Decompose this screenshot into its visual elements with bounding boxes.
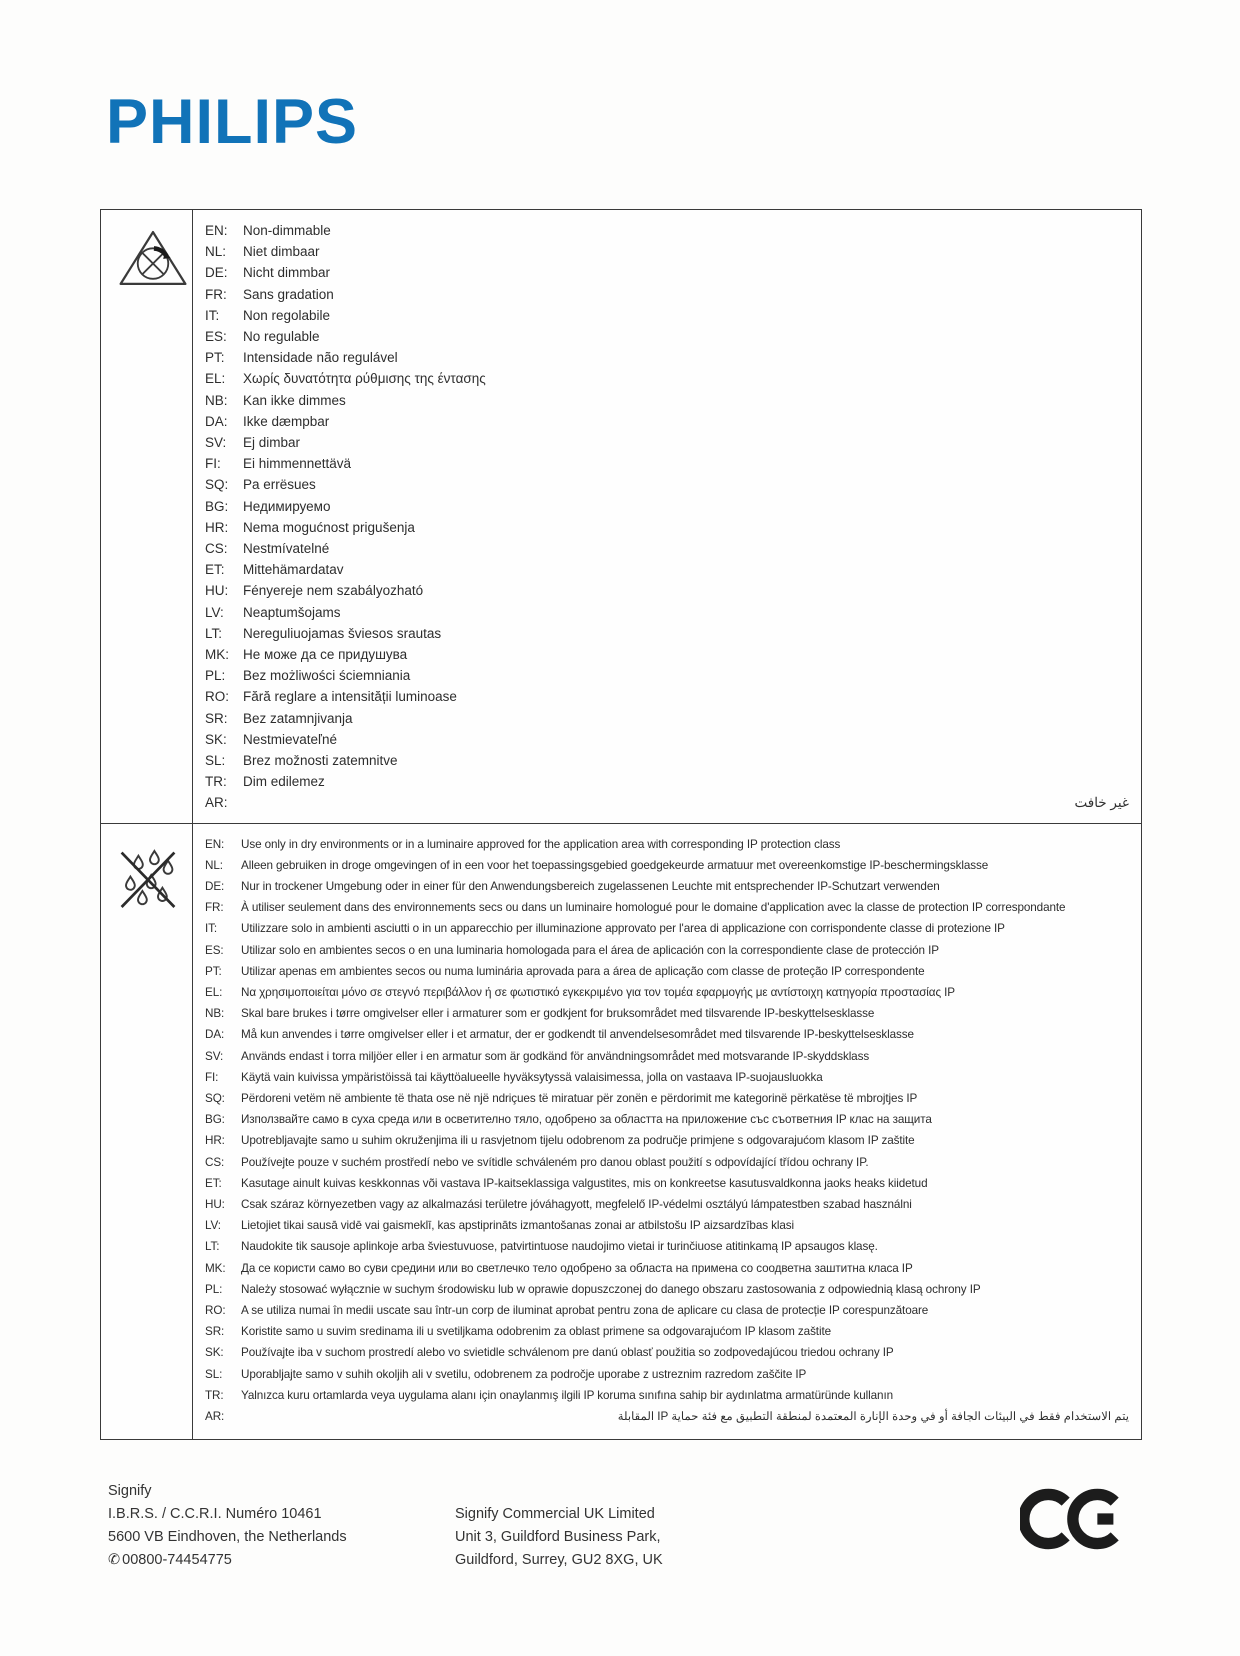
lang-row [205, 961, 1129, 982]
lang-row [205, 1046, 1129, 1067]
lang-row [205, 538, 1129, 559]
translation-text: Naudokite tik sausoje aplinkoje arba šviestuvuose, patvirtintuose naudojimo vietai ir turinčiuose atitinkamą IP apsaugos klasę. [241, 1240, 878, 1254]
language-code: SV: [205, 1049, 224, 1063]
non-dimmable-icon [116, 226, 190, 290]
language-code: ET: [205, 1176, 222, 1190]
language-code: IT: [205, 307, 220, 323]
lang-row [205, 1342, 1129, 1363]
translation-text: Pa errësues [243, 477, 316, 493]
translation-text: Ej dimbar [243, 435, 301, 451]
lang-row [205, 1364, 1129, 1385]
translation-text: Brez možnosti zatemnitve [243, 753, 398, 769]
translation-text: Käytä vain kuivissa ympäristöissä tai käyttöalueelle hyväksytyssä valaisimessa, jolla on vastaava IP-suojausluokka [241, 1070, 823, 1084]
language-code: MK: [205, 1261, 226, 1275]
translation-list-non-dimmable [193, 210, 1141, 823]
language-code: IT: [205, 922, 218, 936]
translation-text: Nur in trockener Umgebung oder in einer für den Anwendungsbereich zugelassenen Leuchte mit entsprechender IP-Schutzart verwenden [241, 879, 940, 893]
lang-row [205, 1003, 1129, 1024]
address-line: Guildford, Surrey, GU2 8XG, UK [455, 1552, 663, 1568]
language-code: SQ: [205, 477, 229, 493]
translation-text: A se utiliza numai în medii uscate sau într-un corp de iluminat aprobat pentru zona de aplicare cu clasa de protecție IP corespunzătoare [241, 1303, 929, 1317]
translation-text: Neaptumšojams [243, 604, 341, 620]
translation-text: Należy stosować wyłącznie w suchym środowisku lub w oprawie dopuszczonej do danego obszaru zastosowania z odpowiednią klasą ochrony IP [241, 1282, 981, 1296]
lang-row [205, 284, 1129, 305]
lang-row [205, 305, 1129, 326]
lang-row [205, 496, 1129, 517]
address-line: I.B.R.S. / C.C.R.I. Numéro 10461 [108, 1506, 322, 1522]
section-dry-use-only [101, 823, 1141, 1439]
translation-text: Fényereje nem szabályozható [243, 583, 424, 599]
language-code: EL: [205, 371, 226, 387]
company-name: Signify [108, 1483, 152, 1499]
translation-text: Да се користи само во суви средини или во светлечко тело одобрено за областа на примена со соодветна заштитна класа IP [241, 1261, 913, 1275]
language-code: LT: [205, 625, 223, 641]
translation-text: No regulable [243, 329, 320, 345]
lang-row [205, 474, 1129, 495]
translation-list-dry-use [193, 824, 1141, 1439]
lang-row [205, 580, 1129, 601]
uk-address-block [455, 1503, 663, 1572]
language-code: EN: [205, 837, 225, 851]
translation-text: Përdoreni vetëm në ambiente të thata ose në një ndriçues të miratuar për zonën e përdorimit me kategorinë përkatëse të mbrojtjes IP [241, 1091, 918, 1105]
translation-text: Sans gradation [243, 286, 334, 302]
lang-row [205, 390, 1129, 411]
language-code: DE: [205, 265, 228, 281]
language-code: FR: [205, 286, 227, 302]
language-code: LT: [205, 1240, 220, 1254]
keep-dry-icon [116, 846, 180, 912]
translation-text: Niet dimbaar [243, 244, 320, 260]
translation-text: Används endast i torra miljöer eller i en armatur som är godkänd för användningsområdet med motsvarande IP-skyddsklass [241, 1049, 870, 1063]
translation-text: À utiliser seulement dans des environnements secs ou dans un luminaire homologué pour le domaine d'application avec la classe de protection IP correspondante [241, 901, 1066, 915]
translation-text: غير خافت [1074, 795, 1129, 811]
language-code: EL: [205, 985, 223, 999]
language-code: AR: [205, 795, 228, 811]
translation-text: Недимируемо [243, 498, 331, 514]
lang-row [205, 1067, 1129, 1088]
translation-text: Utilizar solo en ambientes secos o en una luminaria homologada para el área de aplicación con la correspondiente clase de protección IP [241, 943, 939, 957]
lang-row [205, 729, 1129, 750]
language-code: DA: [205, 1028, 225, 1042]
translation-text: Non regolabile [243, 307, 331, 323]
language-code: RO: [205, 689, 230, 705]
translation-text: Používejte pouze v suchém prostředí nebo ve svítidle schváleném pro danou oblast použití s odpovídající třídou ochrany IP. [241, 1155, 869, 1169]
language-code: CS: [205, 1155, 225, 1169]
translation-text: Nicht dimmbar [243, 265, 331, 281]
translation-text: Yalnızca kuru ortamlarda veya uygulama alanı için onaylanmış ilgili IP koruma sınıfına sahip bir aydınlatma armatüründe kullanın [241, 1388, 893, 1402]
translation-text: Dim edilemez [243, 774, 325, 790]
lang-row [205, 623, 1129, 644]
lang-row [205, 1406, 1129, 1427]
translation-text: Nema mogućnost prigušenja [243, 519, 415, 535]
language-code: PL: [205, 1282, 223, 1296]
lang-row [205, 771, 1129, 792]
language-code: PT: [205, 350, 225, 366]
translation-text: Ei himmennettävä [243, 456, 352, 472]
lang-row [205, 1385, 1129, 1406]
lang-row [205, 453, 1129, 474]
language-code: NB: [205, 1007, 225, 1021]
lang-row [205, 326, 1129, 347]
section-non-dimmable [101, 210, 1141, 823]
language-code: CS: [205, 541, 228, 557]
lang-row [205, 897, 1129, 918]
language-code: NL: [205, 858, 223, 872]
lang-row [205, 517, 1129, 538]
lang-row [205, 982, 1129, 1003]
lang-row [205, 918, 1129, 939]
translation-text: Не може да се придушува [243, 647, 408, 663]
lang-row [205, 559, 1129, 580]
translation-text: Χωρίς δυνατότητα ρύθμισης της έντασης [243, 371, 486, 387]
translation-text: Mittehämardatav [243, 562, 344, 578]
translation-text: Skal bare brukes i tørre omgivelser eller i armaturer som er godkjent for bruksområdet med tilsvarende IP-beskyttelsesklasse [241, 1007, 875, 1021]
language-code: SL: [205, 753, 226, 769]
language-code: FI: [205, 1070, 219, 1084]
lang-row [205, 1194, 1129, 1215]
lang-row [205, 241, 1129, 262]
address-line: Signify Commercial UK Limited [455, 1506, 655, 1522]
language-code: SR: [205, 1325, 225, 1339]
translation-text: Lietojiet tikai sausā vidē vai gaismeklī, kas apstiprināts izmantošanas zonai ar atbilstošu IP aizsardzības klasi [241, 1219, 795, 1233]
lang-row [205, 1279, 1129, 1300]
language-code: FR: [205, 901, 224, 915]
language-code: SL: [205, 1367, 223, 1381]
language-code: SR: [205, 710, 228, 726]
lang-row [205, 792, 1129, 813]
address-line: Unit 3, Guildford Business Park, [455, 1529, 661, 1545]
translation-text: Nestmívatelné [243, 541, 330, 557]
lang-row [205, 1024, 1129, 1045]
phone-line [108, 1549, 347, 1572]
lang-row [205, 368, 1129, 389]
address-line: 5600 VB Eindhoven, the Netherlands [108, 1529, 347, 1545]
translation-text: Use only in dry environments or in a luminaire approved for the application area with corresponding IP protection class [241, 837, 841, 851]
lang-row [205, 602, 1129, 623]
language-code: DA: [205, 413, 228, 429]
lang-row [205, 1152, 1129, 1173]
language-code: TR: [205, 774, 227, 790]
translation-text: Uporabljajte samo v suhih okoljih ali v svetilu, odobrenem za področje uporabe z ustreznim razredom zaščite IP [241, 1367, 807, 1381]
lang-row [205, 347, 1129, 368]
language-code: HR: [205, 1134, 225, 1148]
signify-address-block [108, 1480, 347, 1572]
language-code: DE: [205, 879, 225, 893]
lang-row [205, 1215, 1129, 1236]
language-code: SQ: [205, 1091, 225, 1105]
lang-row [205, 686, 1129, 707]
ce-mark-icon [1020, 1484, 1120, 1554]
translation-text: Utilizzare solo in ambienti asciutti o in un apparecchio per illuminazione approvato per l'area di applicazione con corrispondente classe di protezione IP [241, 922, 1005, 936]
translation-text: Upotrebljavajte samo u suhim okruženjima ili u rasvjetnom tijelu odobrenom za područje primjene s odgovarajućom klasom IP zaštite [241, 1134, 915, 1148]
language-code: NL: [205, 244, 227, 260]
translation-text: Kasutage ainult kuivas keskkonnas või vastava IP-kaitseklassiga valgustites, mis on konkreetse kasutusvaldkonna jaoks heaks kiidetud [241, 1176, 928, 1190]
translation-text: Koristite samo u suvim sredinama ili u svetiljkama odobrenim za oblast primene sa odgovarajućom IP klasom zaštite [241, 1325, 832, 1339]
lang-row [205, 750, 1129, 771]
language-code: PT: [205, 964, 222, 978]
language-code: SK: [205, 1346, 224, 1360]
translation-text: Nereguliuojamas šviesos srautas [243, 625, 442, 641]
lang-row [205, 1109, 1129, 1130]
language-code: ES: [205, 329, 227, 345]
lang-row [205, 1130, 1129, 1151]
lang-row [205, 708, 1129, 729]
language-code: HR: [205, 519, 229, 535]
language-code: HU: [205, 583, 229, 599]
icon-cell [101, 824, 193, 1439]
translation-text: Fără reglare a intensității luminoase [243, 689, 457, 705]
language-code: RO: [205, 1303, 226, 1317]
translation-text: Bez zatamnjivanja [243, 710, 353, 726]
lang-row [205, 1258, 1129, 1279]
translation-text: Používajte iba v suchom prostredí alebo vo svietidle schválenom pre danú oblasť použitia so zodpovedajúcou triedou ochrany IP [241, 1346, 894, 1360]
language-code: ET: [205, 562, 225, 578]
translation-text: Må kun anvendes i tørre omgivelser eller i et armatur, der er godkendt til anvendelsesområdet med tilsvarende IP-beskyttelsesklasse [241, 1028, 914, 1042]
lang-row [205, 1236, 1129, 1257]
lang-row [205, 644, 1129, 665]
lang-row [205, 834, 1129, 855]
lang-row [205, 665, 1129, 686]
language-code: MK: [205, 647, 230, 663]
lang-row [205, 1321, 1129, 1342]
lang-row [205, 1300, 1129, 1321]
language-code: LV: [205, 604, 224, 620]
language-code: TR: [205, 1388, 224, 1402]
lang-row [205, 220, 1129, 241]
icon-cell [101, 210, 193, 823]
lang-row [205, 262, 1129, 283]
lang-row [205, 940, 1129, 961]
language-code: HU: [205, 1197, 225, 1211]
translation-text: Non-dimmable [243, 223, 331, 238]
lang-row [205, 432, 1129, 453]
translation-text: Utilizar apenas em ambientes secos ou numa luminária aprovada para a área de aplicação com classe de proteção IP correspondente [241, 964, 925, 978]
translation-text: Alleen gebruiken in droge omgevingen of in een voor het toepassingsgebied goedgekeurde armatuur met overeenkomstige IP-beschermingsklasse [241, 858, 989, 872]
translation-text: Intensidade não regulável [243, 350, 398, 366]
language-code: LV: [205, 1219, 221, 1233]
language-code: SK: [205, 731, 227, 747]
language-code: AR: [205, 1409, 225, 1423]
translation-text: Kan ikke dimmes [243, 392, 346, 408]
language-code: SV: [205, 435, 227, 451]
language-code: BG: [205, 498, 229, 514]
language-code: BG: [205, 1113, 225, 1127]
phone-number: 00800-74454775 [122, 1552, 232, 1568]
translation-text: Bez możliwości ściemniania [243, 668, 411, 684]
translation-text: يتم الاستخدام فقط في البيئات الجافة أو في وحدة الإنارة المعتمدة لمنطقة التطبيق مع فئة حماية IP المقابلة [617, 1409, 1129, 1423]
language-code: FI: [205, 456, 221, 472]
lang-row [205, 1088, 1129, 1109]
language-code: PL: [205, 668, 226, 684]
translation-text: Използвайте само в суха среда или в осветително тяло, одобрено за областта на приложение със съответния IP клас на защита [241, 1113, 932, 1127]
translation-text: Να χρησιμοποιείται μόνο σε στεγνό περιβάλλον ή σε φωτιστικό εγκεκριμένο για τον τομέα εφαρμογής με αντίστοιχη κατηγορία προστασίας IP [241, 985, 955, 999]
language-code: ES: [205, 943, 224, 957]
translation-text: Csak száraz környezetben vagy az alkalmazási területre jóváhagyott, megfelelő IP-védelmi osztályú lámpatestben szabad használni [241, 1197, 912, 1211]
philips-logo: PHILIPS [106, 87, 359, 157]
language-code: EN: [205, 223, 228, 238]
translation-text: Ikke dæmpbar [243, 413, 330, 429]
lang-row [205, 411, 1129, 432]
lang-row [205, 876, 1129, 897]
translations-table [100, 209, 1142, 1440]
translation-text: Nestmievateľné [243, 731, 337, 747]
lang-row [205, 1173, 1129, 1194]
lang-row [205, 855, 1129, 876]
language-code: NB: [205, 392, 228, 408]
phone-icon: ✆ [108, 1552, 121, 1568]
